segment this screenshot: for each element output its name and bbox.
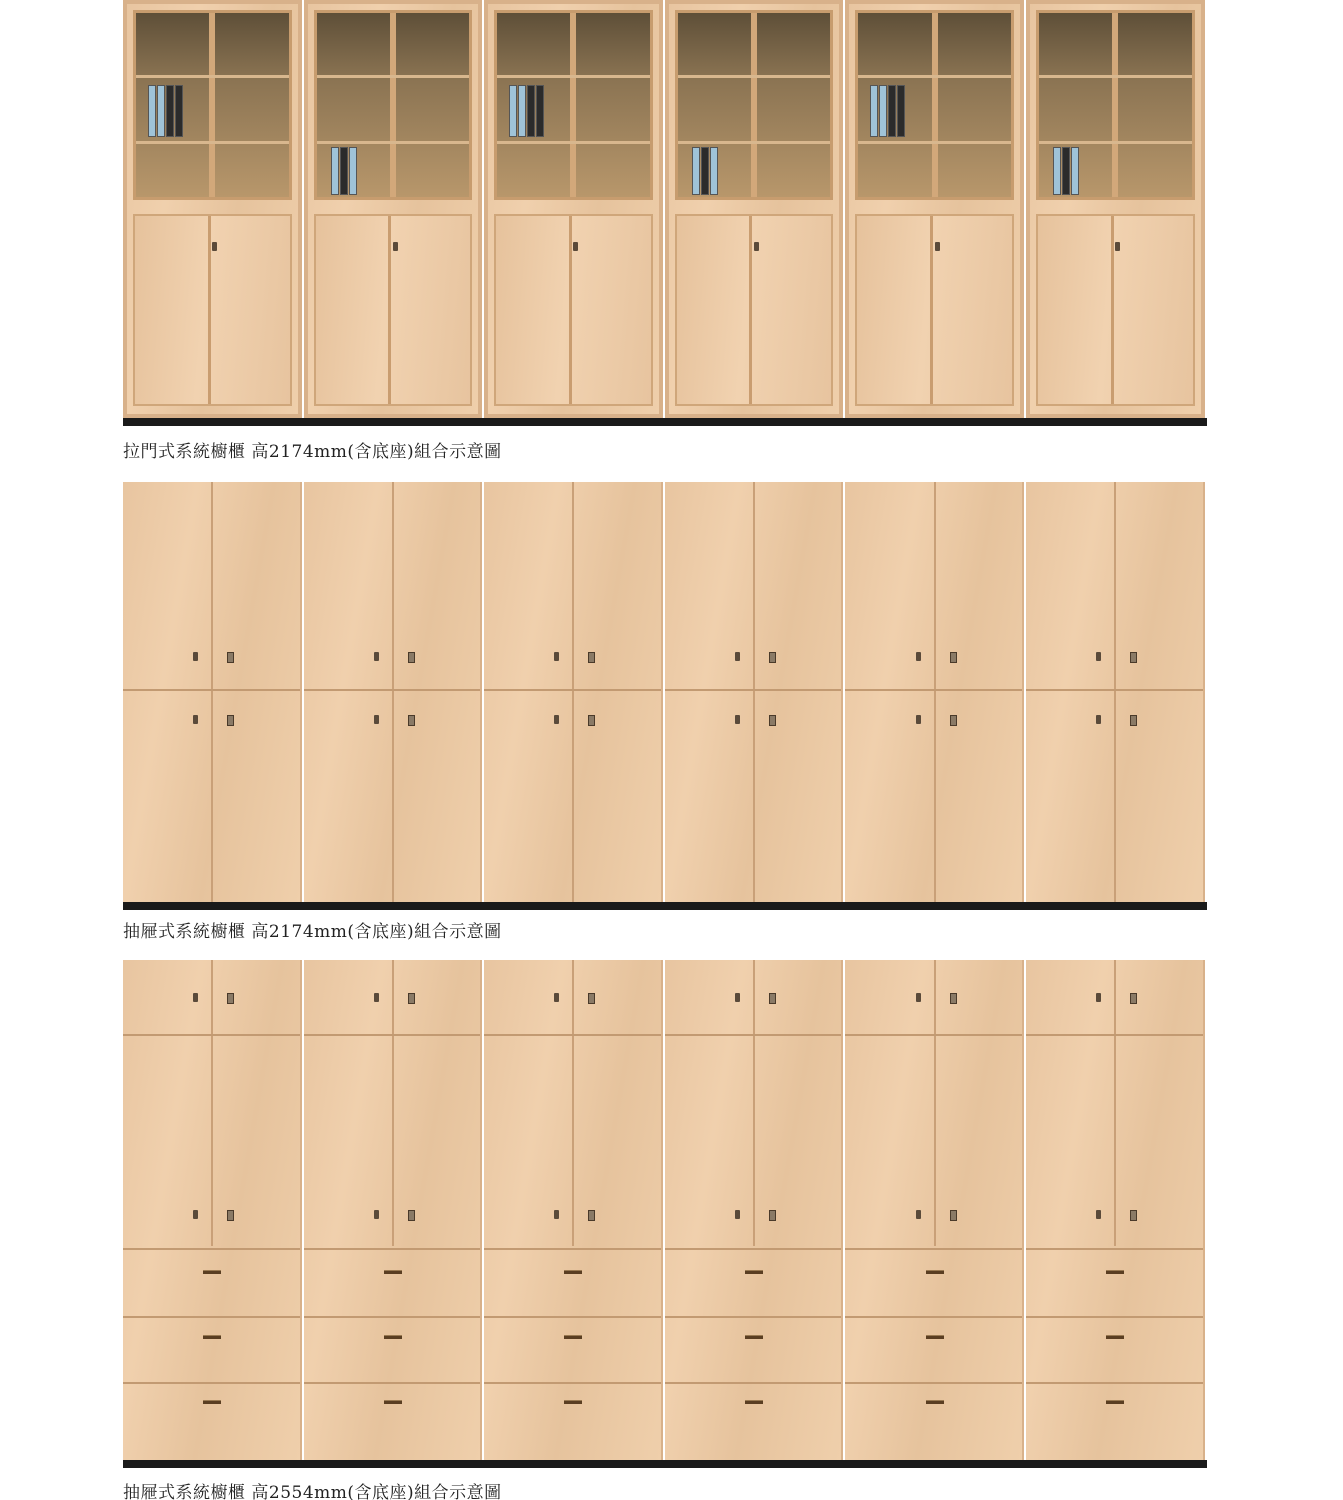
lock-icon (935, 242, 940, 251)
tier-split-line (845, 689, 1022, 691)
lock-icon (735, 715, 740, 724)
sliding-door-divider (388, 216, 391, 404)
sliding-door-divider (749, 216, 752, 404)
tier-split-line (484, 689, 661, 691)
door-cabinet-unit (123, 482, 302, 902)
glass-shelf (317, 75, 470, 78)
lock-icon (554, 715, 559, 724)
cabinet-plinth (123, 902, 1207, 910)
lock-icon (735, 993, 740, 1002)
drawer-handle-icon (564, 1335, 582, 1339)
glass-door-panel (133, 10, 292, 200)
door-drawer-cabinet-unit (665, 960, 844, 1460)
glass-door-divider (570, 13, 576, 197)
key-lock-icon (1130, 652, 1137, 663)
lock-icon (1096, 993, 1101, 1002)
book-spine (527, 85, 535, 137)
book-spine (175, 85, 183, 137)
lock-icon (1115, 242, 1120, 251)
book-spine (509, 85, 517, 137)
book-spine (870, 85, 878, 137)
lock-icon (1096, 1210, 1101, 1219)
lock-icon (193, 652, 198, 661)
book-spine (710, 147, 718, 195)
book-spine (879, 85, 887, 137)
lock-icon (554, 652, 559, 661)
tier-split-line (304, 689, 481, 691)
lock-icon (554, 1210, 559, 1219)
tier-split-line (304, 1248, 481, 1250)
tier-split-line (484, 1382, 661, 1384)
tier-split-line (845, 1316, 1022, 1318)
lock-icon (916, 715, 921, 724)
glass-door-panel (314, 10, 473, 200)
glass-shelf (1039, 75, 1192, 78)
sliding-wood-door-panel (855, 214, 1014, 406)
door-cabinet-unit (665, 482, 844, 902)
door-split-line (1114, 482, 1116, 902)
book-spine (897, 85, 905, 137)
book-spine (157, 85, 165, 137)
glass-door-divider (209, 13, 215, 197)
drawer-handle-icon (384, 1270, 402, 1274)
tier-split-line (665, 1382, 842, 1384)
lock-icon (916, 993, 921, 1002)
key-lock-icon (950, 652, 957, 663)
glass-cabinet-unit (304, 0, 483, 418)
sliding-wood-door-panel (675, 214, 834, 406)
key-lock-icon (408, 1210, 415, 1221)
drawer-handle-icon (1106, 1270, 1124, 1274)
drawer-handle-icon (745, 1335, 763, 1339)
key-lock-icon (227, 1210, 234, 1221)
key-lock-icon (408, 715, 415, 726)
sliding-door-divider (208, 216, 211, 404)
lock-icon (916, 1210, 921, 1219)
drawer-handle-icon (384, 1335, 402, 1339)
key-lock-icon (227, 993, 234, 1004)
lock-icon (374, 1210, 379, 1219)
book-spine (1062, 147, 1070, 195)
glass-shelf (497, 141, 650, 144)
drawer-handle-icon (1106, 1400, 1124, 1404)
tier-split-line (665, 1034, 842, 1036)
book-spine (349, 147, 357, 195)
drawer-handle-icon (203, 1270, 221, 1274)
tier-split-line (123, 1034, 300, 1036)
key-lock-icon (950, 715, 957, 726)
lock-icon (1096, 715, 1101, 724)
door-cabinet-unit (304, 482, 483, 902)
lock-icon (374, 652, 379, 661)
sliding-wood-door-panel (133, 214, 292, 406)
drawer-handle-icon (384, 1400, 402, 1404)
glass-door-divider (1112, 13, 1118, 197)
door-drawer-cabinet-unit (1026, 960, 1205, 1460)
tier-split-line (123, 689, 300, 691)
tier-split-line (1026, 1034, 1203, 1036)
glass-cabinet-unit (845, 0, 1024, 418)
glass-shelf (678, 141, 831, 144)
door-split-line (934, 482, 936, 902)
tier-split-line (304, 1316, 481, 1318)
tier-split-line (845, 1248, 1022, 1250)
sliding-wood-door-panel (494, 214, 653, 406)
drawer-cabinet-2174-illustration (123, 482, 1207, 910)
lock-icon (1096, 652, 1101, 661)
glass-shelf (678, 75, 831, 78)
glass-door-panel (1036, 10, 1195, 200)
book-spine (331, 147, 339, 195)
lock-icon (754, 242, 759, 251)
door-split-line (934, 960, 936, 1246)
cabinet-plinth (123, 418, 1207, 426)
tier-split-line (484, 1034, 661, 1036)
book-spine (340, 147, 348, 195)
door-drawer-cabinet-unit (484, 960, 663, 1460)
glass-shelf (858, 141, 1011, 144)
glass-shelf (317, 141, 470, 144)
tier-split-line (123, 1382, 300, 1384)
tier-split-line (484, 1316, 661, 1318)
glass-cabinet-unit (665, 0, 844, 418)
door-drawer-cabinet-unit (123, 960, 302, 1460)
door-split-line (211, 482, 213, 902)
glass-door-panel (494, 10, 653, 200)
door-drawer-cabinet-unit (845, 960, 1024, 1460)
key-lock-icon (408, 652, 415, 663)
tier-split-line (665, 1248, 842, 1250)
tier-split-line (123, 1248, 300, 1250)
key-lock-icon (227, 652, 234, 663)
lock-icon (193, 1210, 198, 1219)
drawer-handle-icon (745, 1270, 763, 1274)
key-lock-icon (950, 1210, 957, 1221)
key-lock-icon (588, 652, 595, 663)
lock-icon (193, 993, 198, 1002)
tier-split-line (1026, 1248, 1203, 1250)
drawer-handle-icon (926, 1400, 944, 1404)
glass-shelf (858, 75, 1011, 78)
drawer-handle-icon (564, 1270, 582, 1274)
glass-shelf (136, 75, 289, 78)
tier-split-line (1026, 1382, 1203, 1384)
door-split-line (392, 482, 394, 902)
sliding-door-divider (930, 216, 933, 404)
tier-split-line (123, 1316, 300, 1318)
glass-door-divider (932, 13, 938, 197)
door-split-line (211, 960, 213, 1246)
glass-door-panel (675, 10, 834, 200)
lock-icon (916, 652, 921, 661)
book-spine (536, 85, 544, 137)
key-lock-icon (769, 993, 776, 1004)
book-spine (166, 85, 174, 137)
drawer-handle-icon (203, 1400, 221, 1404)
lock-icon (374, 715, 379, 724)
tier-split-line (1026, 689, 1203, 691)
door-split-line (572, 482, 574, 902)
lock-icon (735, 1210, 740, 1219)
sliding-wood-door-panel (314, 214, 473, 406)
lock-icon (393, 242, 398, 251)
key-lock-icon (588, 1210, 595, 1221)
sliding-door-divider (569, 216, 572, 404)
key-lock-icon (950, 993, 957, 1004)
sliding-wood-door-panel (1036, 214, 1195, 406)
glass-shelf (1039, 141, 1192, 144)
book-spine (1071, 147, 1079, 195)
door-split-line (753, 482, 755, 902)
door-split-line (572, 960, 574, 1246)
glass-door-panel (855, 10, 1014, 200)
door-split-line (1114, 960, 1116, 1246)
key-lock-icon (1130, 993, 1137, 1004)
drawer-handle-icon (1106, 1335, 1124, 1339)
door-drawer-cabinet-unit (304, 960, 483, 1460)
cabinet-plinth (123, 1460, 1207, 1468)
book-spine (701, 147, 709, 195)
door-cabinet-unit (1026, 482, 1205, 902)
lock-icon (193, 715, 198, 724)
lock-icon (554, 993, 559, 1002)
tier-split-line (304, 1382, 481, 1384)
key-lock-icon (588, 715, 595, 726)
door-split-line (753, 960, 755, 1246)
tier-split-line (845, 1382, 1022, 1384)
glass-cabinet-unit (123, 0, 302, 418)
book-spine (518, 85, 526, 137)
key-lock-icon (408, 993, 415, 1004)
key-lock-icon (1130, 1210, 1137, 1221)
glass-door-divider (390, 13, 396, 197)
key-lock-icon (1130, 715, 1137, 726)
drawer-handle-icon (203, 1335, 221, 1339)
drawer-handle-icon (564, 1400, 582, 1404)
book-spine (148, 85, 156, 137)
drawer-handle-icon (926, 1335, 944, 1339)
tier-split-line (304, 1034, 481, 1036)
glass-cabinet-unit (1026, 0, 1205, 418)
drawer-handle-icon (926, 1270, 944, 1274)
lock-icon (374, 993, 379, 1002)
sliding-door-divider (1111, 216, 1114, 404)
lock-icon (573, 242, 578, 251)
tier-split-line (1026, 1316, 1203, 1318)
glass-shelf (497, 75, 650, 78)
book-spine (1053, 147, 1061, 195)
tier-split-line (484, 1248, 661, 1250)
lock-icon (212, 242, 217, 251)
door-split-line (392, 960, 394, 1246)
tier-split-line (665, 1316, 842, 1318)
glass-cabinet-unit (484, 0, 663, 418)
sliding-door-cabinet-illustration (123, 0, 1207, 422)
caption-drawer-2174: 抽屜式系統櫥櫃 高2174mm(含底座)組合示意圖 (123, 922, 502, 942)
door-cabinet-unit (484, 482, 663, 902)
key-lock-icon (588, 993, 595, 1004)
door-cabinet-unit (845, 482, 1024, 902)
caption-drawer-2554: 抽屜式系統櫥櫃 高2554mm(含底座)組合示意圖 (123, 1483, 502, 1500)
tier-split-line (665, 689, 842, 691)
tier-split-line (845, 1034, 1022, 1036)
book-spine (692, 147, 700, 195)
glass-shelf (136, 141, 289, 144)
glass-door-divider (751, 13, 757, 197)
book-spine (888, 85, 896, 137)
key-lock-icon (227, 715, 234, 726)
lock-icon (735, 652, 740, 661)
caption-sliding-door: 拉門式系統櫥櫃 高2174mm(含底座)組合示意圖 (123, 442, 502, 462)
key-lock-icon (769, 715, 776, 726)
key-lock-icon (769, 652, 776, 663)
drawer-handle-icon (745, 1400, 763, 1404)
drawer-cabinet-2554-illustration (123, 960, 1207, 1470)
key-lock-icon (769, 1210, 776, 1221)
